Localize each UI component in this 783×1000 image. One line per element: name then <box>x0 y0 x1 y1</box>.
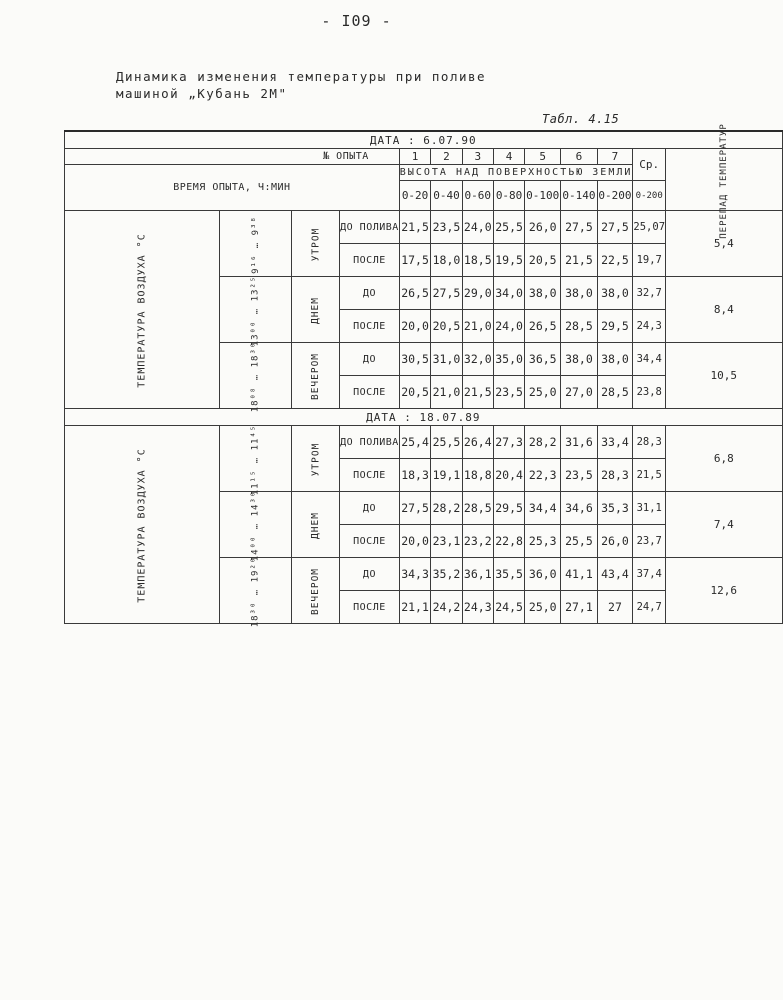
row-label: ПОСЛЕ <box>340 244 400 277</box>
temperature-value: 29,5 <box>597 310 633 343</box>
temperature-value: 27,5 <box>399 492 431 525</box>
temperature-value: 28,5 <box>561 310 597 343</box>
time-range: 18⁰⁸ … 18³⁰ <box>250 341 261 413</box>
temperature-difference: 7,4 <box>666 492 783 558</box>
period-name: ДНЕМ <box>310 297 322 324</box>
table-number-label: Табл. 4.15 <box>542 112 620 126</box>
page-number: - I09 - <box>321 12 392 30</box>
air-temp-cell <box>65 426 220 624</box>
time-range-cell <box>220 424 292 496</box>
temperature-value: 20,4 <box>493 459 524 492</box>
temperature-value: 18,5 <box>462 244 493 277</box>
average-value: 23,8 <box>633 376 666 409</box>
period-name: УТРОМ <box>310 442 322 477</box>
temperature-value: 27,5 <box>597 211 633 244</box>
period-cell <box>292 343 340 409</box>
temperature-difference: 8,4 <box>666 277 783 343</box>
height-range: 0-200 <box>597 181 633 211</box>
time-range: 13⁰⁰ … 13²⁵ <box>250 275 261 347</box>
temperature-value: 23,5 <box>493 376 524 409</box>
temperature-value: 41,1 <box>561 558 597 591</box>
average-value: 25,07 <box>633 211 666 244</box>
average-value: 37,4 <box>633 558 666 591</box>
temperature-difference: 5,4 <box>666 211 783 277</box>
height-range: 0-200 <box>633 181 666 211</box>
temperature-value: 28,5 <box>597 376 633 409</box>
temperature-value: 20,0 <box>399 310 431 343</box>
temperature-value: 21,5 <box>462 376 493 409</box>
temperature-value: 36,1 <box>462 558 493 591</box>
experiment-number: 4 <box>493 149 524 165</box>
temperature-value: 27,0 <box>561 376 597 409</box>
temperature-value: 20,0 <box>399 525 431 558</box>
temperature-value: 31,0 <box>431 343 462 376</box>
experiment-number: 6 <box>561 149 597 165</box>
temperature-value: 24,0 <box>493 310 524 343</box>
temperature-value: 38,0 <box>525 277 561 310</box>
temperature-difference: 6,8 <box>666 426 783 492</box>
temperature-value: 36,5 <box>525 343 561 376</box>
temperature-value: 32,0 <box>462 343 493 376</box>
temperature-value: 35,5 <box>493 558 524 591</box>
temperature-value: 17,5 <box>399 244 431 277</box>
temperature-value: 23,1 <box>431 525 462 558</box>
temperature-value: 35,3 <box>597 492 633 525</box>
temperature-value: 23,2 <box>462 525 493 558</box>
date-label: ДАТА : 18.07.89 <box>65 409 783 426</box>
temperature-value: 30,5 <box>399 343 431 376</box>
temperature-value: 21,5 <box>399 211 431 244</box>
temperature-difference: 12,6 <box>666 558 783 624</box>
average-value: 31,1 <box>633 492 666 525</box>
time-range-cell <box>220 275 292 347</box>
height-range: 0-140 <box>561 181 597 211</box>
period-cell <box>292 426 340 492</box>
temperature-value: 21,1 <box>399 591 431 624</box>
temperature-value: 34,6 <box>561 492 597 525</box>
table-body <box>65 123 783 628</box>
time-range: 14⁰⁰ … 14³⁰ <box>250 490 261 562</box>
period-name: УТРОМ <box>310 227 322 262</box>
title-line-1: Динамика изменения температуры при поливе <box>116 69 487 84</box>
date-row <box>65 409 783 426</box>
temperature-difference: 10,5 <box>666 343 783 409</box>
row-label: ПОСЛЕ <box>340 310 400 343</box>
average-value: 21,5 <box>633 459 666 492</box>
average-value: 24,7 <box>633 591 666 624</box>
height-range: 0-80 <box>493 181 524 211</box>
temperature-value: 34,4 <box>525 492 561 525</box>
time-label: ВРЕМЯ ОПЫТА, Ч:МИН <box>65 165 400 211</box>
time-range-cell <box>220 556 292 628</box>
temperature-value: 19,1 <box>431 459 462 492</box>
row-label: ДО <box>340 277 400 310</box>
diff-header <box>666 123 783 239</box>
height-range: 0-20 <box>399 181 431 211</box>
temperature-value: 23,5 <box>561 459 597 492</box>
temperature-value: 25,5 <box>493 211 524 244</box>
temperature-value: 43,4 <box>597 558 633 591</box>
temperature-value: 34,0 <box>493 277 524 310</box>
time-range: 18³⁰ … 19²⁰ <box>250 556 261 628</box>
row-label: ДО ПОЛИВА <box>340 211 400 244</box>
diff-header-label: ПЕРЕПАД ТЕМПЕРАТУР <box>718 123 729 239</box>
air-temp-label: ТЕМПЕРАТУРА ВОЗДУХА °С <box>136 448 148 603</box>
time-range-cell <box>220 211 292 277</box>
temperature-value: 21,0 <box>431 376 462 409</box>
temperature-value: 21,5 <box>561 244 597 277</box>
temperature-table <box>64 123 783 628</box>
temperature-value: 26,4 <box>462 426 493 459</box>
experiment-no-label: № ОПЫТА <box>65 149 400 165</box>
air-temp-cell <box>65 211 220 409</box>
average-value: 28,3 <box>633 426 666 459</box>
period-name: ВЕЧЕРОМ <box>310 567 322 616</box>
average-value: 32,7 <box>633 277 666 310</box>
temperature-value: 27,1 <box>561 591 597 624</box>
time-range-cell <box>220 490 292 562</box>
temperature-value: 29,5 <box>493 492 524 525</box>
row-label: ДО <box>340 492 400 525</box>
temperature-value: 25,3 <box>525 525 561 558</box>
temperature-value: 20,5 <box>525 244 561 277</box>
period-cell <box>292 492 340 558</box>
height-range: 0-60 <box>462 181 493 211</box>
table-title <box>116 68 486 102</box>
temperature-value: 26,0 <box>597 525 633 558</box>
temperature-value: 25,0 <box>525 591 561 624</box>
temperature-value: 25,4 <box>399 426 431 459</box>
header-row-experiment <box>65 149 783 165</box>
temperature-value: 22,3 <box>525 459 561 492</box>
temperature-value: 27,5 <box>431 277 462 310</box>
experiment-number: 2 <box>431 149 462 165</box>
date-row <box>65 131 783 149</box>
temperature-value: 18,8 <box>462 459 493 492</box>
temperature-value: 28,2 <box>431 492 462 525</box>
average-value: 24,3 <box>633 310 666 343</box>
average-value: 19,7 <box>633 244 666 277</box>
date-label: ДАТА : 6.07.90 <box>65 131 783 149</box>
temperature-value: 18,0 <box>431 244 462 277</box>
experiment-number: 7 <box>597 149 633 165</box>
row-label: ДО ПОЛИВА <box>340 426 400 459</box>
experiment-number: 3 <box>462 149 493 165</box>
period-cell <box>292 211 340 277</box>
data-row <box>65 426 783 459</box>
row-label: ПОСЛЕ <box>340 459 400 492</box>
temperature-value: 22,8 <box>493 525 524 558</box>
row-label: ПОСЛЕ <box>340 591 400 624</box>
temperature-value: 36,0 <box>525 558 561 591</box>
temperature-value: 28,5 <box>462 492 493 525</box>
average-value: 34,4 <box>633 343 666 376</box>
row-label: ПОСЛЕ <box>340 376 400 409</box>
temperature-value: 26,5 <box>525 310 561 343</box>
temperature-value: 27,3 <box>493 426 524 459</box>
temperature-value: 25,5 <box>431 426 462 459</box>
temperature-value: 38,0 <box>597 343 633 376</box>
temperature-value: 31,6 <box>561 426 597 459</box>
height-label: ВЫСОТА НАД ПОВЕРХНОСТЬЮ ЗЕМЛИ <box>399 165 633 181</box>
experiment-number: 5 <box>525 149 561 165</box>
temperature-value: 25,5 <box>561 525 597 558</box>
temperature-value: 34,3 <box>399 558 431 591</box>
temperature-value: 19,5 <box>493 244 524 277</box>
time-range-cell <box>220 341 292 413</box>
experiment-number: 1 <box>399 149 431 165</box>
temperature-value: 28,3 <box>597 459 633 492</box>
time-range: 9¹⁶ … 9³⁸ <box>250 216 261 274</box>
temperature-value: 33,4 <box>597 426 633 459</box>
air-temp-label: ТЕМПЕРАТУРА ВОЗДУХА °С <box>136 233 148 388</box>
temperature-value: 38,0 <box>597 277 633 310</box>
period-cell <box>292 558 340 624</box>
average-value: 23,7 <box>633 525 666 558</box>
temperature-value: 23,5 <box>431 211 462 244</box>
temperature-value: 18,3 <box>399 459 431 492</box>
row-label: ДО <box>340 343 400 376</box>
temperature-value: 38,0 <box>561 277 597 310</box>
row-label: ДО <box>340 558 400 591</box>
height-range: 0-100 <box>525 181 561 211</box>
temperature-value: 38,0 <box>561 343 597 376</box>
temperature-value: 35,0 <box>493 343 524 376</box>
temperature-value: 29,0 <box>462 277 493 310</box>
temperature-value: 28,2 <box>525 426 561 459</box>
data-row <box>65 211 783 244</box>
temperature-value: 24,2 <box>431 591 462 624</box>
temperature-value: 21,0 <box>462 310 493 343</box>
temperature-value: 24,3 <box>462 591 493 624</box>
time-range: 11¹⁵ … 11⁴⁵ <box>250 424 261 496</box>
temperature-value: 25,0 <box>525 376 561 409</box>
period-name: ДНЕМ <box>310 512 322 539</box>
temperature-value: 22,5 <box>597 244 633 277</box>
temperature-value: 24,0 <box>462 211 493 244</box>
period-cell <box>292 277 340 343</box>
temperature-value: 26,5 <box>399 277 431 310</box>
temperature-value: 27 <box>597 591 633 624</box>
temperature-value: 27,5 <box>561 211 597 244</box>
average-label: Ср. <box>633 149 666 181</box>
height-range: 0-40 <box>431 181 462 211</box>
temperature-value: 26,0 <box>525 211 561 244</box>
period-name: ВЕЧЕРОМ <box>310 352 322 401</box>
temperature-value: 24,5 <box>493 591 524 624</box>
row-label: ПОСЛЕ <box>340 525 400 558</box>
temperature-value: 20,5 <box>431 310 462 343</box>
temperature-value: 35,2 <box>431 558 462 591</box>
temperature-value: 20,5 <box>399 376 431 409</box>
title-line-2: машиной „Кубань 2М" <box>116 86 288 101</box>
